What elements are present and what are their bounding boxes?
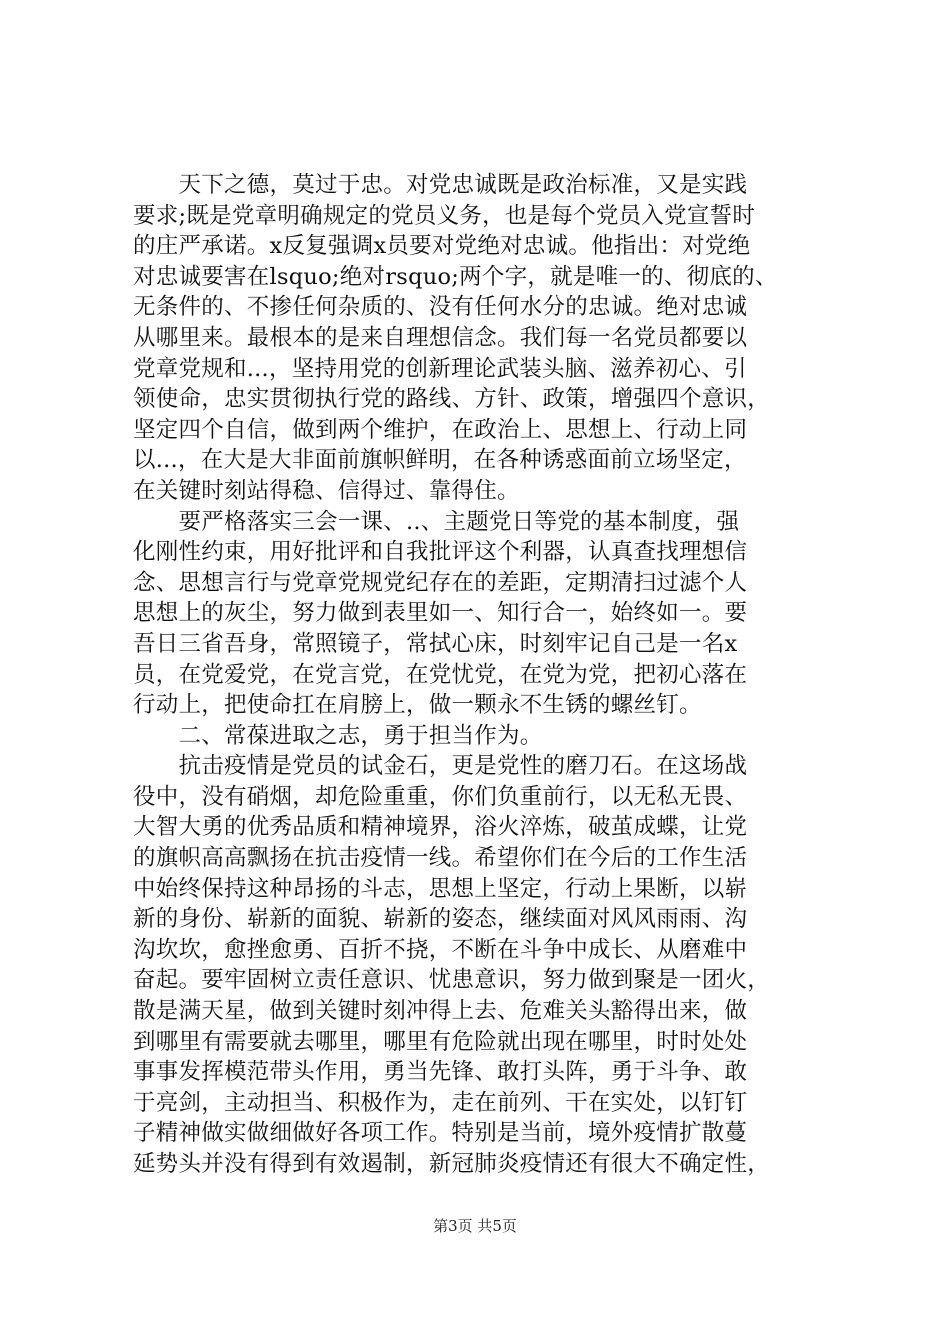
text-line: 到哪里有需要就去哪里，哪里有危险就出现在哪里，时时处处 <box>133 1028 748 1055</box>
text-line: 从哪里来。最根本的是来自理想信念。我们每一名党员都要以 <box>133 324 748 351</box>
text-line: 中始终保持这种昂扬的斗志，思想上坚定，行动上果断，以崭 <box>133 875 748 902</box>
text-line: 二、常葆进取之志，勇于担当作为。 <box>133 722 543 749</box>
text-line: 无条件的、不掺任何杂质的、没有任何水分的忠诚。绝对忠诚 <box>133 294 748 321</box>
text-line: 行动上，把使命扛在肩膀上，做一颗永不生锈的螺丝钉。 <box>133 692 702 719</box>
text-line: 坚定四个自信，做到两个维护，在政治上、思想上、行动上同 <box>133 416 748 443</box>
text-line: 在关键时刻站得稳、信得过、靠得住。 <box>133 477 520 504</box>
text-line: 事事发挥模范带头作用，勇当先锋、敢打头阵，勇于斗争、敢 <box>133 1059 748 1086</box>
text-line: 延势头并没有得到有效遏制，新冠肺炎疫情还有很大不确定性， <box>133 1151 771 1177</box>
page-footer: 第3页 共5页 <box>433 1217 517 1235</box>
text-line: 对忠诚要害在lsquo;绝对rsquo;两个字，就是唯一的、彻底的、 <box>133 263 778 290</box>
text-line: 领使命，忠实贯彻执行党的路线、方针、政策，增强四个意识， <box>133 386 771 413</box>
text-line: 的庄严承诺。x反复强调x员要对党绝对忠诚。他指出：对党绝 <box>133 233 751 260</box>
text-line: 要严格落实三会一课、..、主题党日等党的基本制度，强 <box>133 508 740 535</box>
text-line: 吾日三省吾身，常照镜子，常拭心床，时刻牢记自己是一名x <box>133 630 738 657</box>
text-line: 沟坎坎，愈挫愈勇、百折不挠，不断在斗争中成长、从磨难中 <box>133 936 748 963</box>
text-line: 奋起。要牢固树立责任意识、忧患意识，努力做到聚是一团火， <box>133 967 771 994</box>
text-line: 子精神做实做细做好各项工作。特别是当前，境外疫情扩散蔓 <box>133 1120 748 1147</box>
text-line: 的旗帜高高飘扬在抗击疫情一线。希望你们在今后的工作生活 <box>133 845 748 872</box>
text-line: 要求;既是党章明确规定的党员义务，也是每个党员入党宣誓时 <box>133 202 756 229</box>
text-line: 役中，没有硝烟，却危险重重，你们负重前行，以无私无畏、 <box>133 783 748 810</box>
text-line: 以...，在大是大非面前旗帜鲜明，在各种诱惑面前立场坚定， <box>133 447 747 474</box>
text-line: 于亮剑，主动担当、积极作为，走在前列、干在实处，以钉钉 <box>133 1089 748 1116</box>
text-line: 抗击疫情是党员的试金石，更是党性的磨刀石。在这场战 <box>133 753 748 780</box>
text-line: 化刚性约束，用好批评和自我批评这个利器，认真查找理想信 <box>133 539 748 566</box>
text-line: 新的身份、崭新的面貌、崭新的姿态，继续面对风风雨雨、沟 <box>133 906 748 933</box>
text-line: 大智大勇的优秀品质和精神境界，浴火淬炼，破茧成蝶，让党 <box>133 814 748 841</box>
text-line: 散是满天星，做到关键时刻冲得上去、危难关头豁得出来，做 <box>133 998 748 1025</box>
text-line: 思想上的灰尘，努力做到表里如一、知行合一，始终如一。要 <box>133 600 748 627</box>
text-line: 念、思想言行与党章党规党纪存在的差距，定期清扫过滤个人 <box>133 569 748 596</box>
body-text <box>133 170 833 1180</box>
text-line: 天下之德，莫过于忠。对党忠诚既是政治标准，又是实践 <box>133 172 748 198</box>
text-line: 员，在党爱党，在党言党，在党忧党，在党为党，把初心落在 <box>133 661 748 688</box>
text-line: 党章党规和...，坚持用党的创新理论武装头脑、滋养初心、引 <box>133 355 747 382</box>
